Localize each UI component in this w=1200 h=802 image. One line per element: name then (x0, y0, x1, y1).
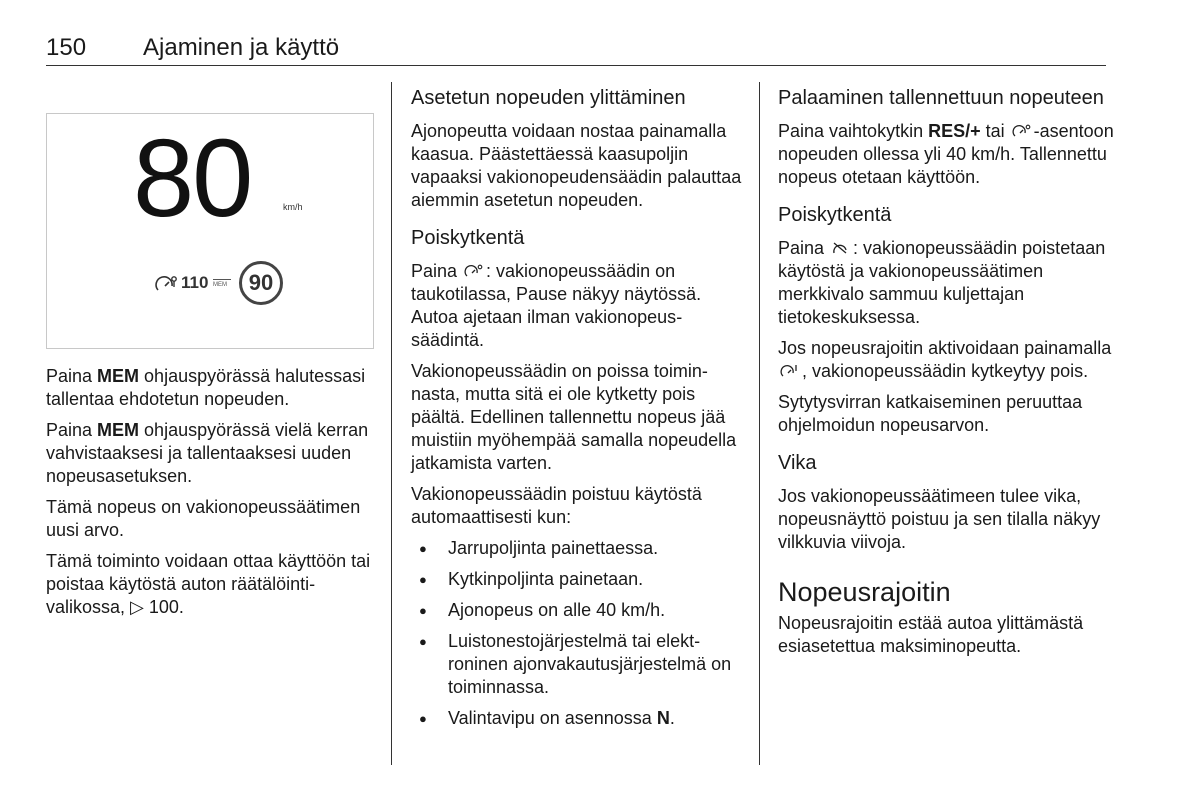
current-speed: 80 (133, 117, 252, 240)
list-item: ● Ajonopeus on alle 40 km/h. (411, 599, 747, 622)
set-speed: 110 (181, 273, 209, 292)
cruise-pause-icon (464, 264, 484, 278)
arrow-reference-icon: ▷ (130, 597, 144, 617)
paragraph-return-speed: Paina vaihtokytkin RES/+ tai -asentoon nopeuden ollessa yli 40 km/h. Tallennettu nopeus otetaan käyttöön. (778, 121, 1114, 187)
paragraph-off-1: Paina : vakionopeussäädin poistetaan käytöstä ja vakionopeussäätimen merkkivalo sammuu kuljettajan tietokeskuksessa. (778, 238, 1106, 327)
paragraph-auto-off: Vakionopeussäädin poistuu käytöstä automaattisesti kun: (411, 484, 702, 527)
paragraph-mem-confirm: Paina MEM ohjauspyörässä vielä kerran vahvistaaksesi ja tallentaaksesi uuden nopeusasetuksen. (46, 420, 369, 486)
paragraph-fault: Jos vakionopeussäätimeen tulee vika, nopeusnäyttö poistuu ja sen tilalla näkyy vilkkuvia viivoja. (778, 486, 1101, 552)
mem-label: MEM (213, 279, 231, 288)
paragraph-speed-limiter: Nopeusrajoitin estää autoa ylittämästä esiasetettua maksiminopeutta. (778, 613, 1084, 656)
column-2 (411, 86, 747, 738)
cruise-control-icon (155, 275, 179, 293)
page-title: Ajaminen ja käyttö (143, 34, 340, 61)
heading-exceed-speed: Asetetun nopeuden ylittäminen (411, 87, 686, 109)
heading-speed-limiter: Nopeusrajoitin (778, 577, 951, 607)
heading-fault: Vika (778, 452, 817, 474)
column-divider-2 (759, 82, 760, 765)
cruise-resume-icon (1012, 124, 1032, 138)
paragraph-exceed-speed: Ajonopeutta voidaan nostaa painamalla kaasua. Päästettäessä kaasupoljin vapaaksi vakionopeudensäädin palauttaa aiemmin asetetun nopeuden. (411, 121, 742, 210)
paragraph-off-3: Sytytysvirran katkaiseminen peruuttaa ohjelmoidun nopeusarvon. (778, 392, 1083, 435)
paragraph-new-value: Tämä nopeus on vakionopeussäätimen uusi arvo. (46, 497, 361, 540)
paragraph-mem-save: Paina MEM ohjauspyörässä halutessasi tallentaa ehdotetun nopeuden. (46, 366, 366, 409)
cruise-off-icon (831, 241, 851, 255)
paragraph-personalization: Tämä toiminto voidaan ottaa käyttöön tai poistaa käytöstä auton räätälöintivalikossa, ▷ 100. (46, 551, 371, 617)
list-item: ● Kytkinpoljinta painetaan. (411, 568, 747, 591)
header-rule (46, 65, 1106, 66)
list-item: ● Valintavipu on asennossa N. (411, 707, 747, 730)
heading-return-speed: Palaaminen tallennettuun nopeuteen (778, 87, 1104, 109)
list-item: ● Luistonestojärjestelmä tai elektroninen ajonvakautusjärjestelmä on toiminnassa. (411, 630, 747, 699)
paragraph-pause: Paina : vakionopeussäädin on taukotilassa, Pause näkyy näytössä. Autoa ajetaan ilman vakionopeussäädintä. (411, 261, 702, 350)
column-3 (778, 86, 1118, 666)
paragraph-not-off: Vakionopeussäädin on poissa toiminnasta, mutta sitä ei ole kytketty pois päältä. Edellinen tallennettu nopeus jää muistiin myöhempää samalla nopeudella jatkamista varten. (411, 361, 737, 473)
heading-switch-off: Poiskytkentä (411, 227, 525, 249)
speed-display-figure (46, 113, 374, 349)
speed-limiter-icon (780, 364, 800, 378)
column-1 (46, 365, 376, 627)
paragraph-off-2: Jos nopeusrajoitin aktivoidaan painamalla , vakionopeussäädin kytkeytyy pois. (778, 338, 1112, 381)
auto-off-list (411, 537, 747, 730)
heading-switch-off-2: Poiskytkentä (778, 204, 892, 226)
speed-limit-sign: 90 (239, 261, 283, 305)
speed-unit: km/h (283, 202, 303, 212)
list-item: ● Jarrupoljinta painettaessa. (411, 537, 747, 560)
column-divider-1 (391, 82, 392, 765)
page-number: 150 (46, 34, 87, 61)
